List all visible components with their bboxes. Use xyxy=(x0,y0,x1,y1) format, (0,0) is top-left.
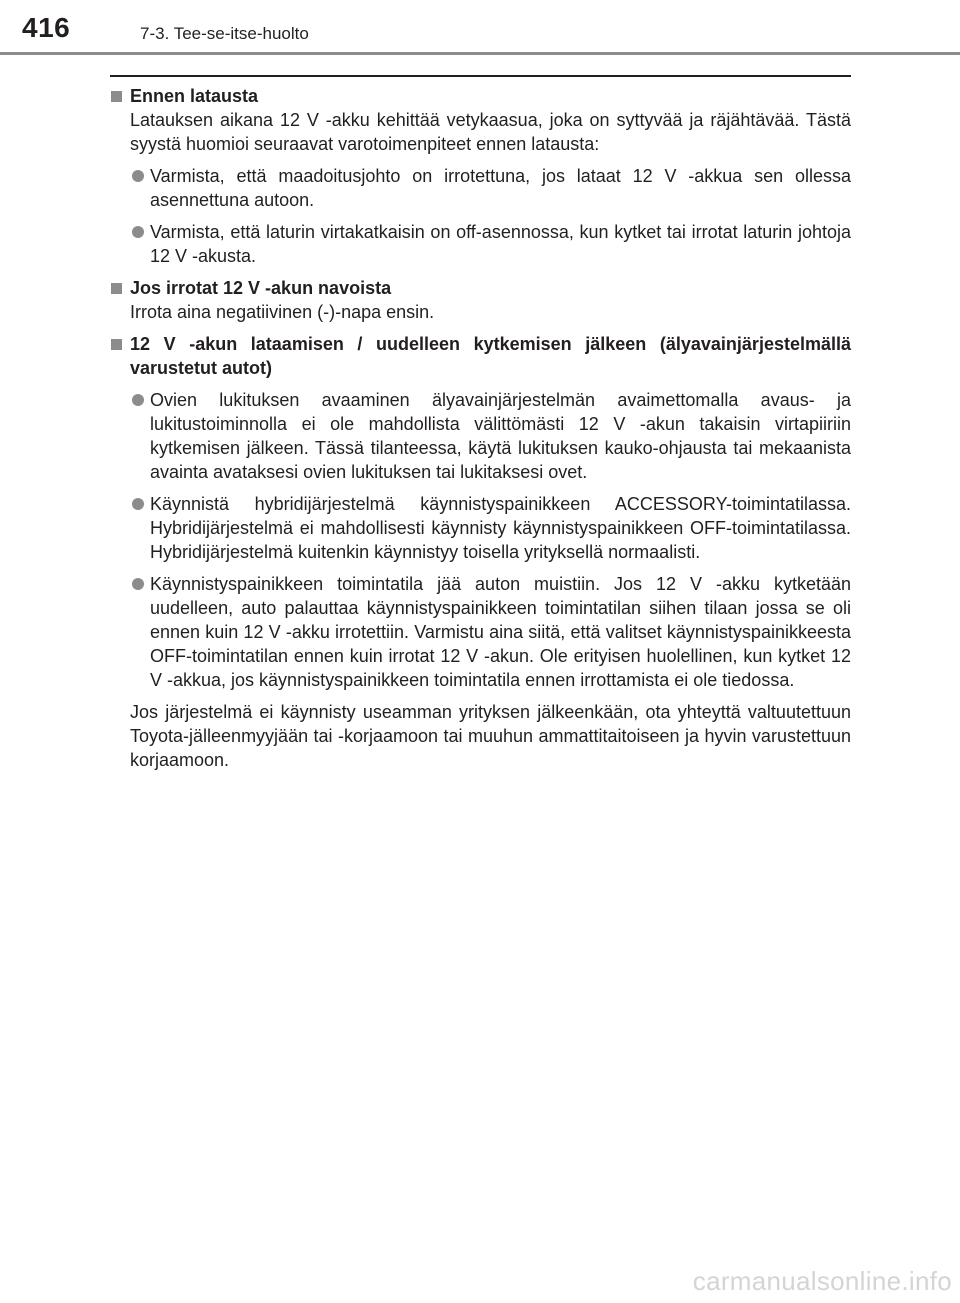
watermark: carmanualsonline.info xyxy=(692,1266,952,1296)
content-body xyxy=(110,84,851,780)
square-bullet-icon xyxy=(111,339,122,350)
circle-bullet-icon xyxy=(132,498,144,510)
list-item: Varmista, että maadoitusjohto on irrotettuna, jos lataat 12 V -akkua sen ollessa asennettuna autoon. xyxy=(110,164,851,212)
square-bullet-icon xyxy=(111,91,122,102)
section-disconnect-terminals xyxy=(110,276,851,324)
section-heading: Jos irrotat 12 V -akun navoista xyxy=(110,276,851,300)
square-bullet-icon xyxy=(111,283,122,294)
circle-bullet-icon xyxy=(132,226,144,238)
section-heading: Ennen latausta xyxy=(110,84,851,108)
section-title: 7-3. Tee-se-itse-huolto xyxy=(140,24,309,43)
circle-bullet-icon xyxy=(132,170,144,182)
section-heading: 12 V -akun lataamisen / uudelleen kytkemisen jälkeen (älyavainjärjestelmällä varustetut autot) xyxy=(110,332,851,380)
section-before-charging xyxy=(110,84,851,268)
header-rule xyxy=(0,52,960,55)
circle-bullet-icon xyxy=(132,394,144,406)
paragraph: Irrota aina negatiivinen (-)-napa ensin. xyxy=(130,302,435,322)
paragraph: Latauksen aikana 12 V -akku kehittää vetykaasua, joka on syttyvää ja räjähtävää. Tästä syystä huomioi seuraavat varotoimenpiteet ennen latausta: xyxy=(130,110,851,154)
content-top-rule xyxy=(110,75,851,77)
list-item: Ovien lukituksen avaaminen älyavainjärjestelmän avaimettomalla avaus- ja lukitustoiminnolla ei ole mahdollista välittömästi 12 V -akun takaisin virtapiiriin kytkemisen jälkeen. Tässä tilanteessa, käytä lukituksen kauko-ohjausta tai mekaanista avainta avataksesi ovien lukituksen tai lukitaksesi ovet. xyxy=(110,388,851,484)
paragraph: Jos järjestelmä ei käynnisty useamman yrityksen jälkeenkään, ota yhteyttä valtuutettuun Toyota-jälleenmyyjään tai -korjaamoon tai muuhun ammattitaitoiseen ja hyvin varustettuun korjaamoon. xyxy=(130,702,851,770)
list-item: Varmista, että laturin virtakatkaisin on off-asennossa, kun kytket tai irrotat laturin johtoja 12 V -akusta. xyxy=(110,220,851,268)
section-after-recharging xyxy=(110,332,851,772)
list-item: Käynnistyspainikkeen toimintatila jää auton muistiin. Jos 12 V -akku kytketään uudelleen, auto palauttaa käynnistyspainikkeen toimintatilan siihen tilaan jossa se oli ennen kuin 12 V -akku irrotettiin. Varmistu aina siitä, että valitset käynnistyspainikkeesta OFF-toimintatilan ennen kuin irrotat 12 V -akun. Ole erityisen huolellinen, kun kytket 12 V -akkua, jos käynnistyspainikkeen toimintatila ennen irrottamista ei ole tiedossa. xyxy=(110,572,851,692)
circle-bullet-icon xyxy=(132,578,144,590)
page-number: 416 xyxy=(22,12,71,43)
list-item: Käynnistä hybridijärjestelmä käynnistyspainikkeen ACCESSORY-toimintatilassa. Hybridijärjestelmä ei mahdollisesti käynnisty käynnistyspainikkeen OFF-toimintatilassa. Hybridijärjestelmä kuitenkin käynnistyy toisella yrityksellä normaalisti. xyxy=(110,492,851,564)
page-header xyxy=(0,0,960,56)
